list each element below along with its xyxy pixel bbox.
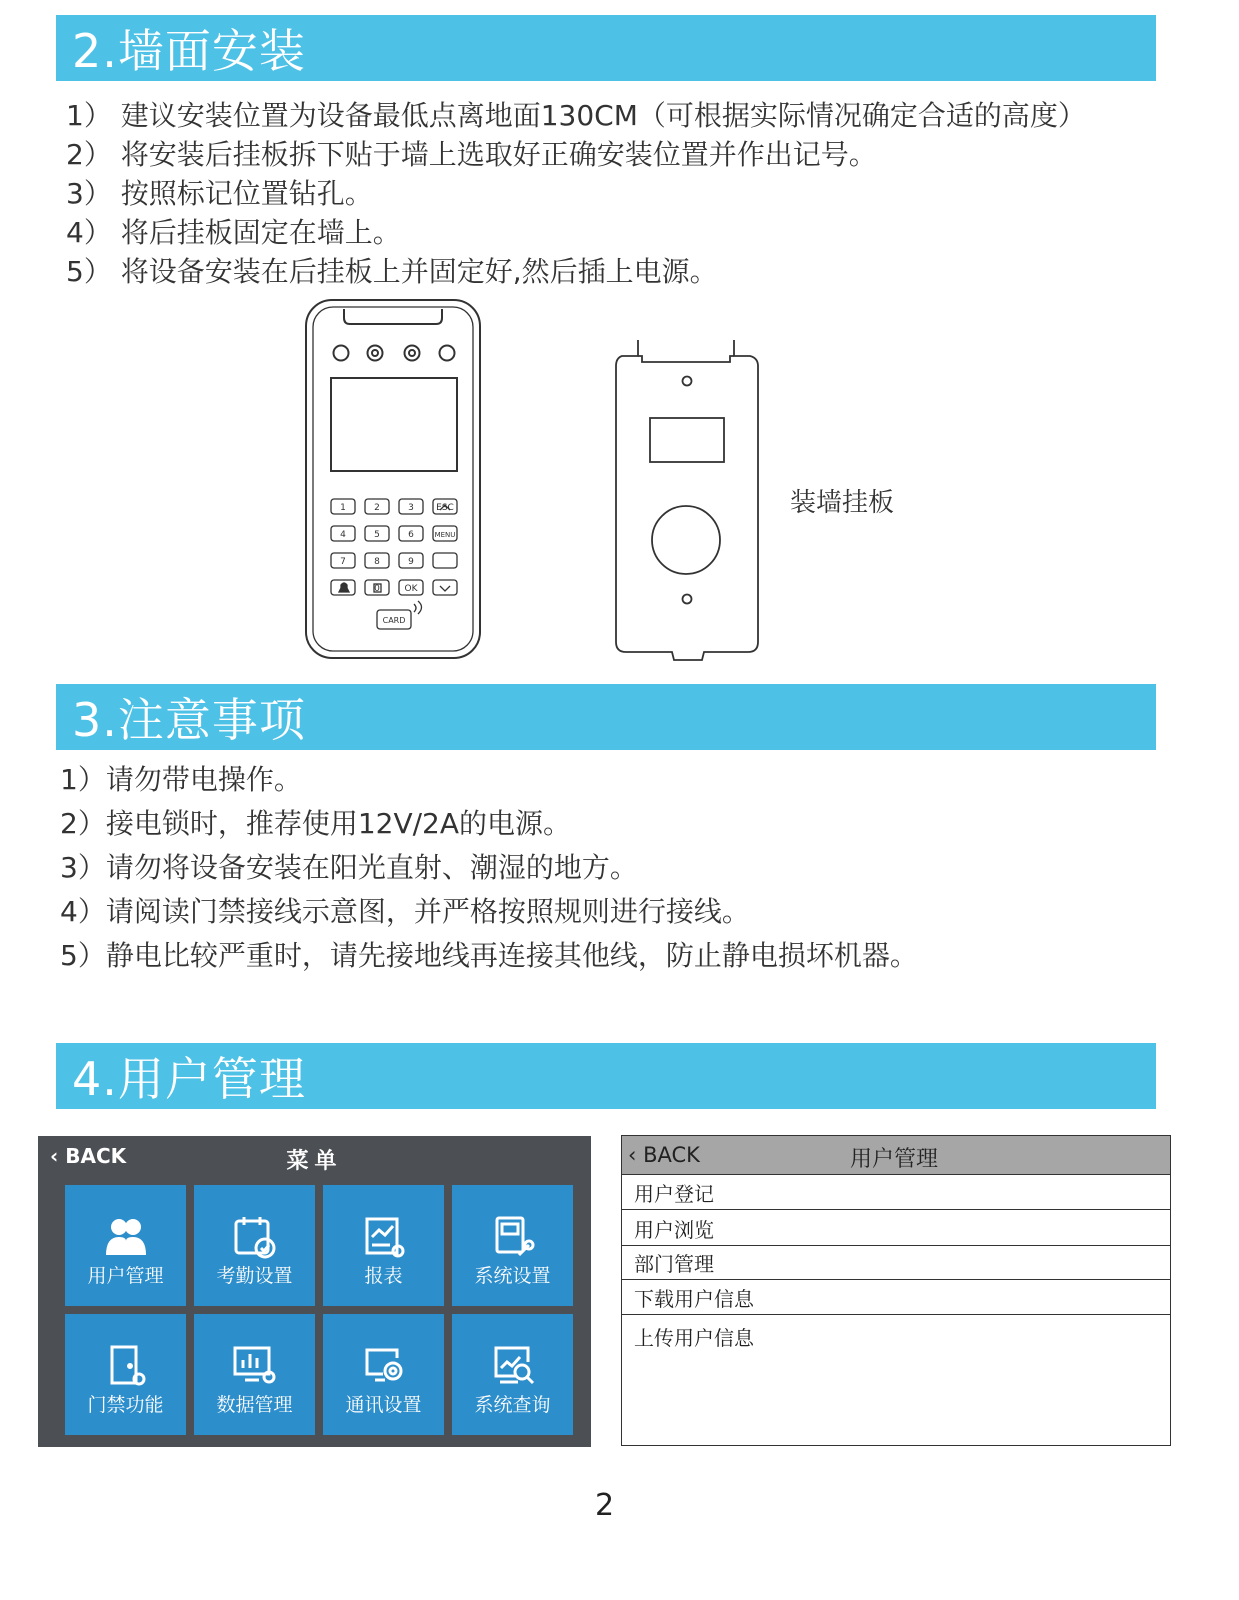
users-icon: [102, 1215, 150, 1259]
keypad-key-label: MENU: [434, 531, 456, 539]
wall-mount-plate-illustration: [610, 334, 766, 666]
keypad-key-label: 0: [374, 584, 380, 594]
keypad-key: [433, 580, 457, 595]
keypad-key-label: 3: [408, 503, 414, 513]
page-number: 2: [594, 1488, 615, 1523]
section-header-install: [56, 15, 1156, 81]
device-illustration: [300, 296, 486, 662]
keypad-key-label: 1: [340, 503, 346, 513]
tile-label: 系统设置: [474, 1265, 551, 1287]
report-chart-icon: [362, 1215, 406, 1259]
list-item: 5）静电比较严重时，请先接地线再连接其他线，防止静电损坏机器。: [60, 939, 918, 972]
tile-access-control[interactable]: [65, 1314, 186, 1435]
list-item: 1） 建议安装位置为设备最低点离地面130CM（可根据实际情况确定合适的高度）: [66, 99, 1086, 132]
list-item: 5） 将设备安装在后挂板上并固定好,然后插上电源。: [66, 255, 718, 288]
system-settings-icon: [491, 1215, 535, 1259]
keypad-key-label: 5: [374, 530, 380, 540]
bell-icon: [339, 583, 349, 592]
keypad-key-label: 9: [408, 557, 414, 567]
menu-item-department[interactable]: 部门管理: [622, 1246, 1170, 1280]
list-item: 3）请勿将设备安装在阳光直射、潮湿的地方。: [60, 851, 638, 884]
back-label: BACK: [643, 1143, 700, 1167]
tile-label: 报表: [364, 1265, 403, 1287]
card-label: CARD: [382, 616, 406, 625]
calendar-check-icon: [232, 1215, 278, 1259]
data-gear-icon: [231, 1344, 279, 1388]
list-item: 4） 将后挂板固定在墙上。: [66, 216, 401, 249]
keypad-key-label: OK: [404, 584, 418, 594]
section-header-user: [56, 1043, 1156, 1109]
tile-attendance-settings[interactable]: [194, 1185, 315, 1306]
install-steps-list: [66, 96, 1086, 291]
tile-user-management[interactable]: [65, 1185, 186, 1306]
keypad-key-label: 2: [374, 503, 380, 513]
keypad-key-label: ESC: [436, 503, 454, 513]
keypad-key-label: 8: [374, 557, 380, 567]
menu-item-upload-users[interactable]: 上传用户信息: [634, 1326, 754, 1350]
list-item: 4）请阅读门禁接线示意图，并严格按照规则进行接线。: [60, 895, 750, 928]
tile-label: 考勤设置: [216, 1265, 293, 1287]
list-item: 3） 按照标记位置钻孔。: [66, 177, 373, 210]
list-item: 2）接电锁时，推荐使用12V/2A的电源。: [60, 807, 572, 840]
system-search-icon: [490, 1344, 536, 1388]
menu-item-user-register[interactable]: 用户登记: [622, 1176, 1170, 1210]
section-title: 3.注意事项: [72, 693, 306, 747]
screen-header: [622, 1136, 1170, 1175]
tile-reports[interactable]: [323, 1185, 444, 1306]
screen-title: 用户管理: [850, 1147, 939, 1172]
comm-settings-icon: [361, 1344, 407, 1388]
tile-label: 系统查询: [474, 1394, 551, 1416]
menu-screen: [38, 1136, 591, 1447]
tile-data-management[interactable]: [194, 1314, 315, 1435]
keypad-key-label: 6: [408, 530, 414, 540]
tile-system-query[interactable]: [452, 1314, 573, 1435]
chevron-down-icon: [440, 586, 450, 591]
section-header-notes: [56, 684, 1156, 750]
keypad-key-label: 7: [340, 557, 346, 567]
section-title: 4.用户管理: [72, 1052, 306, 1106]
list-item: 1）请勿带电操作。: [60, 763, 302, 796]
keypad-key-label: 4: [340, 530, 346, 540]
notes-list: [60, 758, 918, 978]
menu-title: 菜单: [286, 1149, 343, 1174]
list-item: 2） 将安装后挂板拆下贴于墙上选取好正确安装位置并作出记号。: [66, 138, 877, 171]
door-gear-icon: [104, 1344, 148, 1388]
back-button[interactable]: [628, 1143, 700, 1167]
chevron-left-icon: ‹: [628, 1143, 644, 1167]
tile-label: 数据管理: [216, 1394, 293, 1416]
user-management-screen: [621, 1135, 1171, 1446]
tile-system-settings[interactable]: [452, 1185, 573, 1306]
chevron-left-icon: ‹: [50, 1144, 66, 1168]
section-title: 2.墙面安装: [72, 24, 306, 78]
tile-label: 用户管理: [87, 1265, 164, 1287]
menu-item-download-users[interactable]: 下载用户信息: [622, 1281, 1170, 1315]
keypad-key: [433, 553, 457, 568]
menu-item-user-browse[interactable]: 用户浏览: [622, 1212, 1170, 1246]
tile-communication-settings[interactable]: [323, 1314, 444, 1435]
mount-plate-label: 装墙挂板: [790, 488, 895, 518]
tile-label: 通讯设置: [345, 1394, 422, 1416]
back-label: BACK: [65, 1144, 127, 1168]
tile-label: 门禁功能: [87, 1394, 164, 1416]
